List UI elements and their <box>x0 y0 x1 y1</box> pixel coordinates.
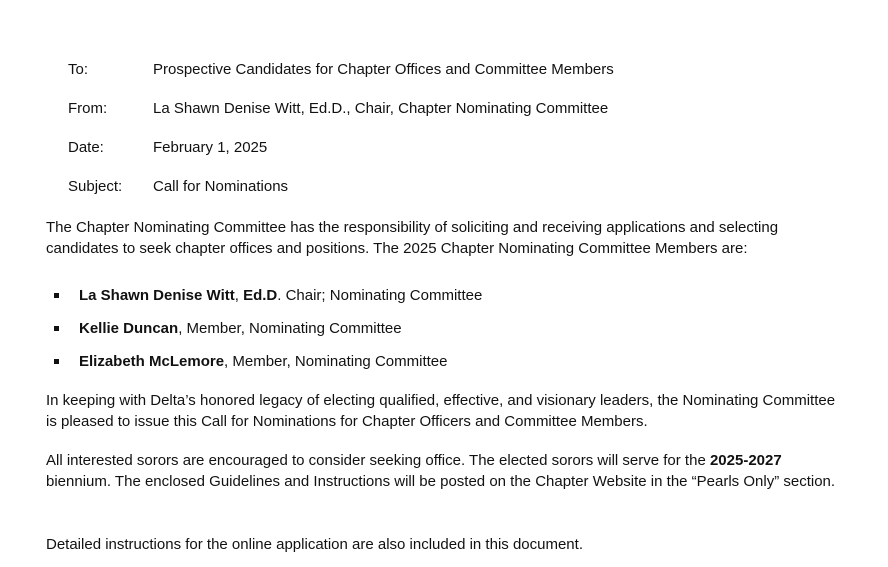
memo-subject-value: Call for Nominations <box>153 178 289 195</box>
memo-to-value: Prospective Candidates for Chapter Offices and Committee Members <box>153 61 614 78</box>
memo-date-value: February 1, 2025 <box>153 139 268 156</box>
list-item <box>46 351 482 384</box>
memo-subject-row <box>68 176 614 215</box>
member-name: Elizabeth McLemore <box>79 353 225 370</box>
committee-member-list <box>46 285 482 384</box>
list-item <box>46 285 482 318</box>
memo-date-row <box>68 137 614 176</box>
memo-date-label: Date: <box>68 139 104 156</box>
bullet-square-icon <box>54 359 59 364</box>
biennium-text-end: biennium. The enclosed Guidelines and Instructions will be posted on the Chapter Website in the “Pearls Only” section. <box>46 473 836 490</box>
memo-from-label: From: <box>68 100 108 117</box>
intro-paragraph: The Chapter Nominating Committee has the responsibility of soliciting and receiving applications and selecting candidates to seek chapter offices and positions. The 2025 Chapter Nominating Committee Members are: <box>46 219 779 257</box>
bullet-square-icon <box>54 326 59 331</box>
memo-to-row <box>68 59 614 98</box>
memo-to-label: To: <box>68 61 89 78</box>
biennium-years: 2025-2027 <box>709 452 782 469</box>
biennium-paragraph <box>46 450 846 492</box>
memo-from-row <box>68 98 614 137</box>
memo-header <box>68 59 614 215</box>
memo-subject-label: Subject: <box>68 178 123 195</box>
member-name: La Shawn Denise Witt <box>79 287 235 304</box>
member-name-separator: , <box>234 287 244 304</box>
list-item <box>46 318 482 351</box>
biennium-text-start: All interested sorors are encouraged to consider seeking office. The elected sorors will serve for the <box>46 452 710 469</box>
instructions-paragraph: Detailed instructions for the online application are also included in this document. <box>46 536 583 553</box>
bullet-square-icon <box>54 293 59 298</box>
member-name: Kellie Duncan <box>79 320 179 337</box>
member-role: . Chair; Nominating Committee <box>277 287 483 304</box>
memo-from-value: La Shawn Denise Witt, Ed.D., Chair, Chapter Nominating Committee <box>153 100 609 117</box>
member-role: , Member, Nominating Committee <box>178 320 402 337</box>
legacy-paragraph: In keeping with Delta’s honored legacy of electing qualified, effective, and visionary leaders, the Nominating Committee is pleased to issue this Call for Nominations for Chapter Officers and Committee Members. <box>46 392 836 430</box>
member-role: , Member, Nominating Committee <box>224 353 448 370</box>
member-degree: Ed.D <box>243 287 278 304</box>
